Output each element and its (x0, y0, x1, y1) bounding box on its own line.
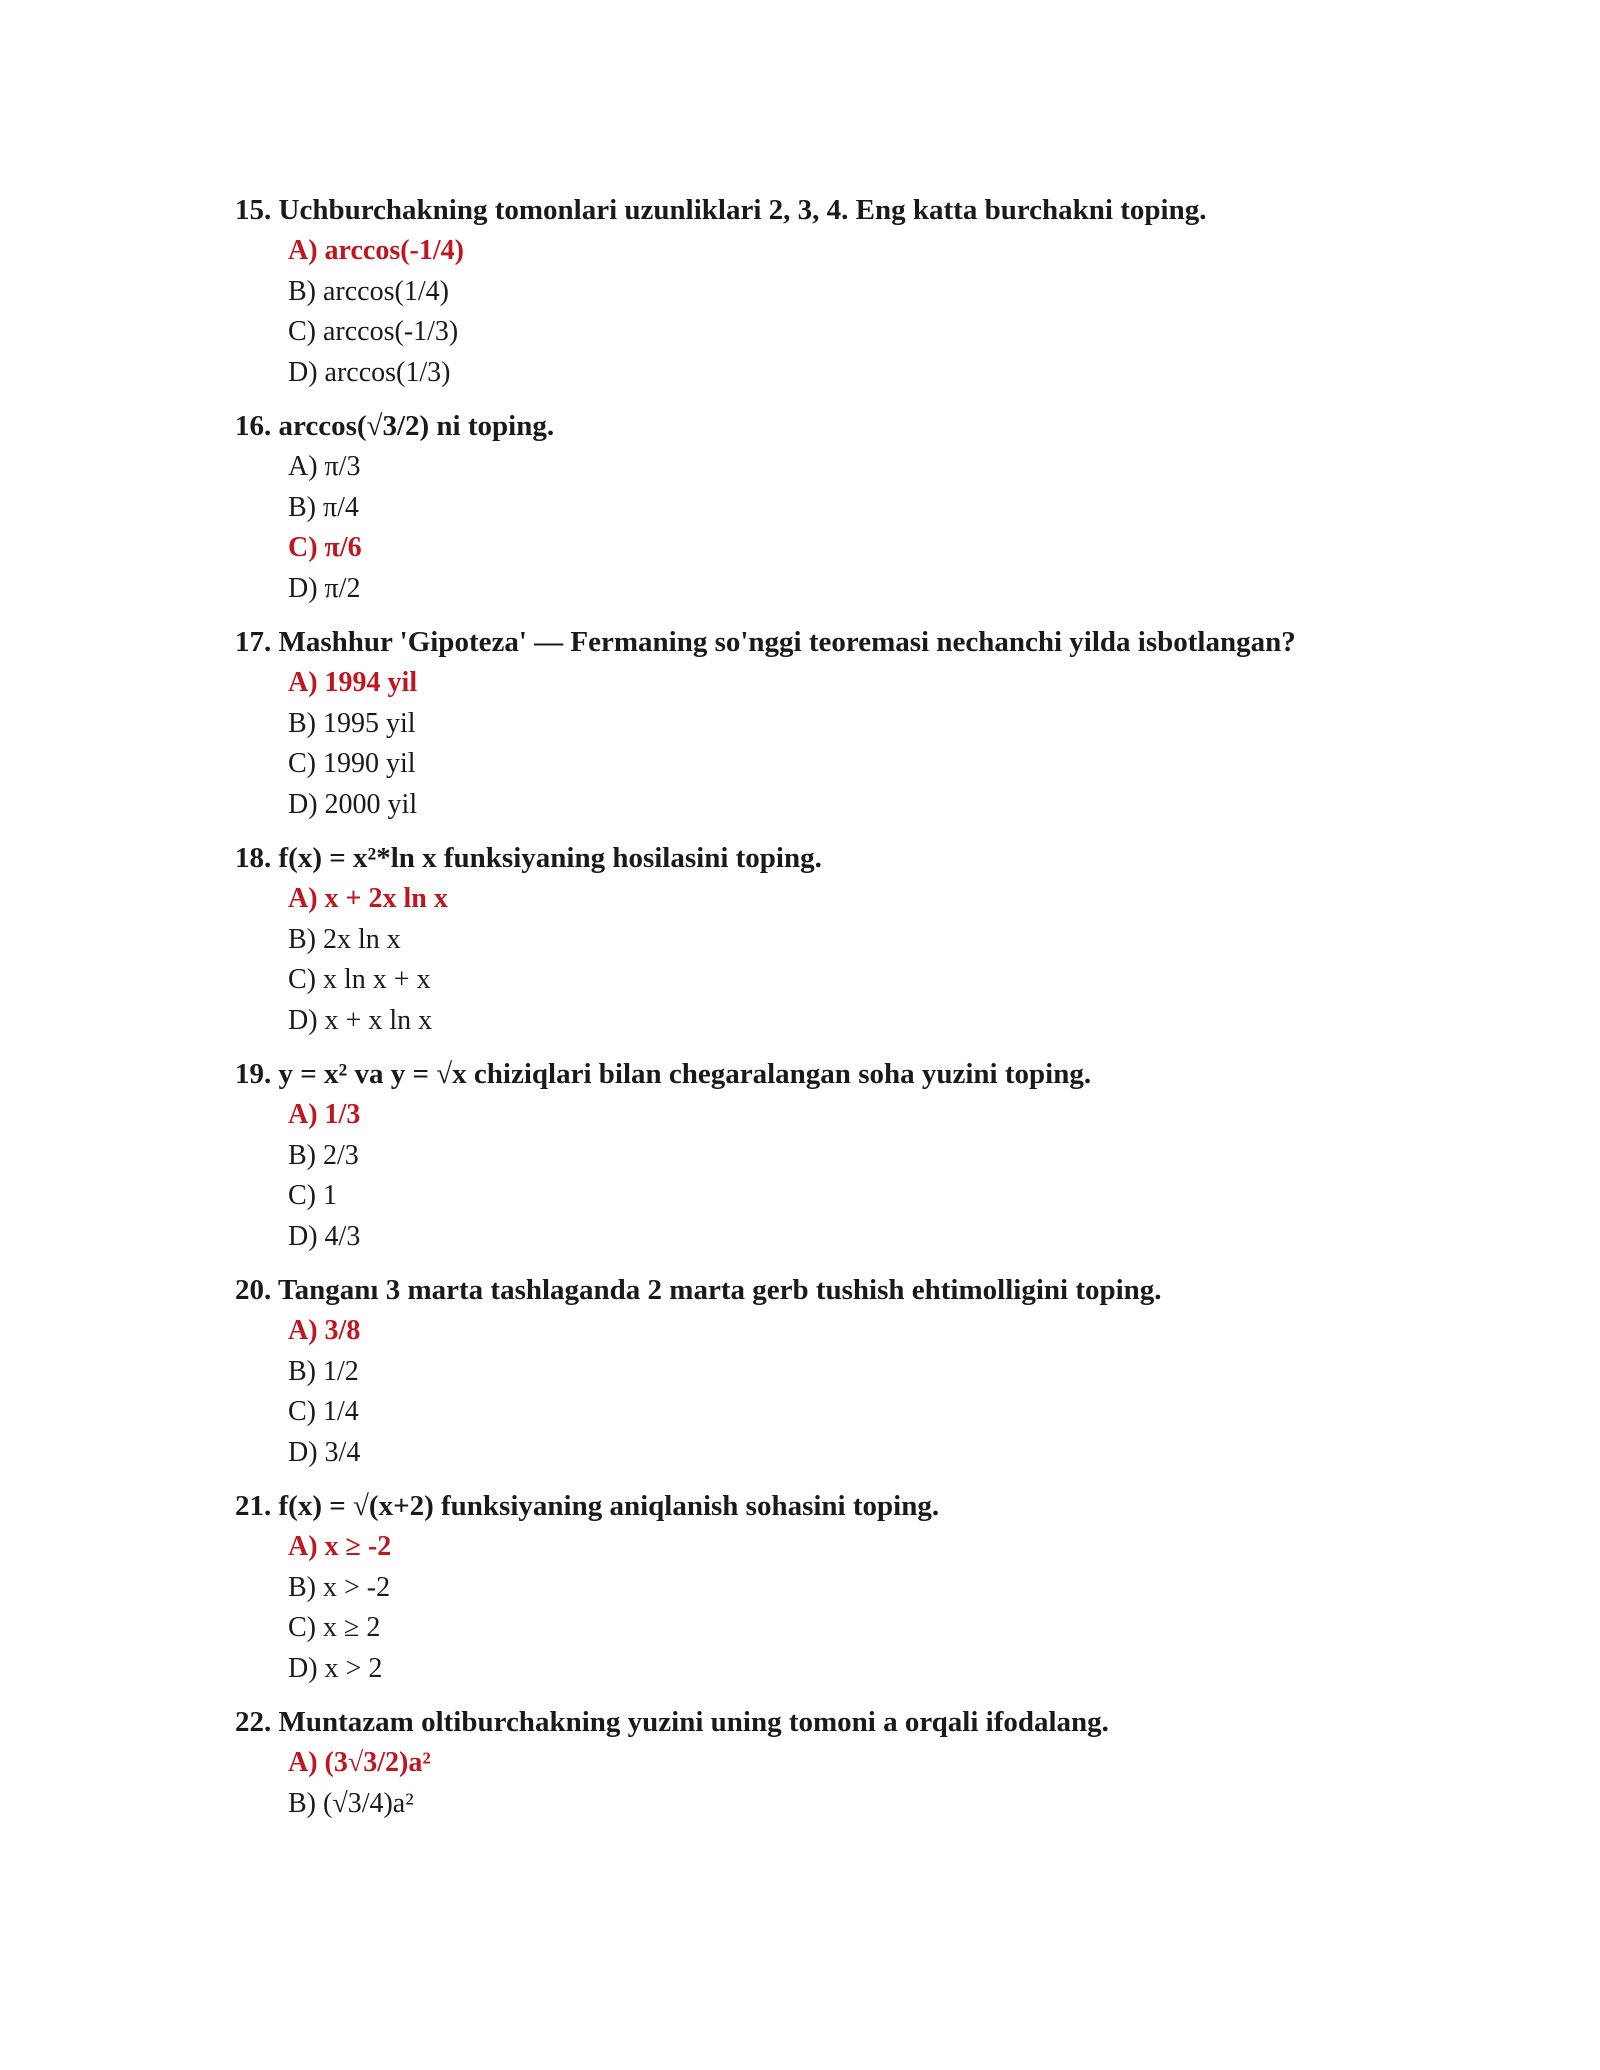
answer-option: B) arccos(1/4) (288, 275, 449, 307)
answer-option-correct: A) 1/3 (288, 1099, 361, 1130)
answer-option: B) 2x ln x (288, 923, 401, 955)
question-prompt: Muntazam oltiburchakning yuzini uning tomoni a orqali ifodalang. (278, 1706, 1109, 1738)
question-number: 18. (235, 842, 272, 874)
question-prompt: Tanganı 3 marta tashlaganda 2 marta gerb tushish ehtimolligini toping. (277, 1274, 1162, 1306)
answer-option-correct: A) 3/8 (288, 1315, 361, 1346)
question-text (235, 833, 1415, 879)
answer-options (235, 231, 1415, 393)
answer-option: C) 1/4 (288, 1396, 359, 1427)
question-number: 21. (235, 1490, 272, 1522)
question-number: 16. (235, 410, 272, 442)
answer-option: C) 1990 yil (288, 748, 416, 779)
answer-option: D) 3/4 (288, 1436, 361, 1468)
answer-option: D) 2000 yil (288, 788, 418, 820)
document-page (235, 185, 1415, 1832)
question-block (235, 1697, 1415, 1824)
answer-option: C) 1 (288, 1180, 337, 1211)
question-number: 22. (235, 1706, 272, 1738)
answer-option: B) 1995 yil (288, 707, 416, 739)
answer-option: B) (√3/4)a² (288, 1787, 414, 1819)
question-text (235, 1265, 1415, 1311)
question-prompt: Uchburchakning tomonlari uzunliklari 2, 3, 4. Eng katta burchakni toping. (278, 194, 1207, 226)
question-prompt: f(x) = √(x+2) funksiyaning aniqlanish sohasini toping. (278, 1490, 940, 1522)
answer-option: B) π/4 (288, 491, 359, 523)
answer-option-correct: C) π/6 (288, 532, 362, 563)
question-block (235, 401, 1415, 609)
answer-option: D) π/2 (288, 572, 361, 604)
question-text (235, 185, 1415, 231)
question-text (235, 1481, 1415, 1527)
answer-option: D) x + x ln x (288, 1004, 433, 1036)
answer-option-correct: A) 1994 yil (288, 667, 418, 698)
answer-option-correct: A) x + 2x ln x (288, 883, 448, 914)
question-number: 19. (235, 1058, 272, 1090)
question-prompt: Mashhur 'Gipoteza' — Fermaning so'nggi teoremasi nechanchi yilda isbotlangan? (278, 626, 1296, 658)
answer-option: C) arccos(-1/3) (288, 316, 459, 347)
answer-option: C) x ln x + x (288, 964, 431, 995)
answer-option: B) 1/2 (288, 1355, 359, 1387)
question-number: 17. (235, 626, 272, 658)
answer-options (235, 1527, 1415, 1689)
question-text (235, 401, 1415, 447)
answer-options (235, 1095, 1415, 1257)
question-prompt: arccos(√3/2) ni toping. (278, 410, 555, 442)
answer-option: D) arccos(1/3) (288, 356, 451, 388)
answer-option-correct: A) arccos(-1/4) (288, 235, 464, 266)
question-text (235, 1049, 1415, 1095)
question-block (235, 833, 1415, 1041)
answer-options (235, 879, 1415, 1041)
question-prompt: y = x² va y = √x chiziqlari bilan chegaralangan soha yuzini toping. (278, 1058, 1092, 1090)
question-number: 20. (235, 1274, 272, 1306)
answer-option: B) 2/3 (288, 1139, 359, 1171)
question-number: 15. (235, 194, 272, 226)
answer-option-correct: A) (3√3/2)a² (288, 1747, 431, 1778)
answer-option: D) x > 2 (288, 1652, 383, 1684)
answer-option-correct: A) x ≥ -2 (288, 1531, 392, 1562)
question-text (235, 617, 1415, 663)
answer-options (235, 447, 1415, 609)
answer-option: C) x ≥ 2 (288, 1612, 381, 1643)
question-block (235, 1481, 1415, 1689)
answer-option: B) x > -2 (288, 1571, 391, 1603)
answer-options (235, 1311, 1415, 1473)
answer-option: D) 4/3 (288, 1220, 361, 1252)
answer-options (235, 1743, 1415, 1824)
question-block (235, 185, 1415, 393)
answer-option: A) π/3 (288, 451, 361, 482)
question-block (235, 617, 1415, 825)
answer-options (235, 663, 1415, 825)
question-block (235, 1265, 1415, 1473)
question-text (235, 1697, 1415, 1743)
question-block (235, 1049, 1415, 1257)
question-prompt: f(x) = x²*ln x funksiyaning hosilasini toping. (278, 842, 822, 874)
